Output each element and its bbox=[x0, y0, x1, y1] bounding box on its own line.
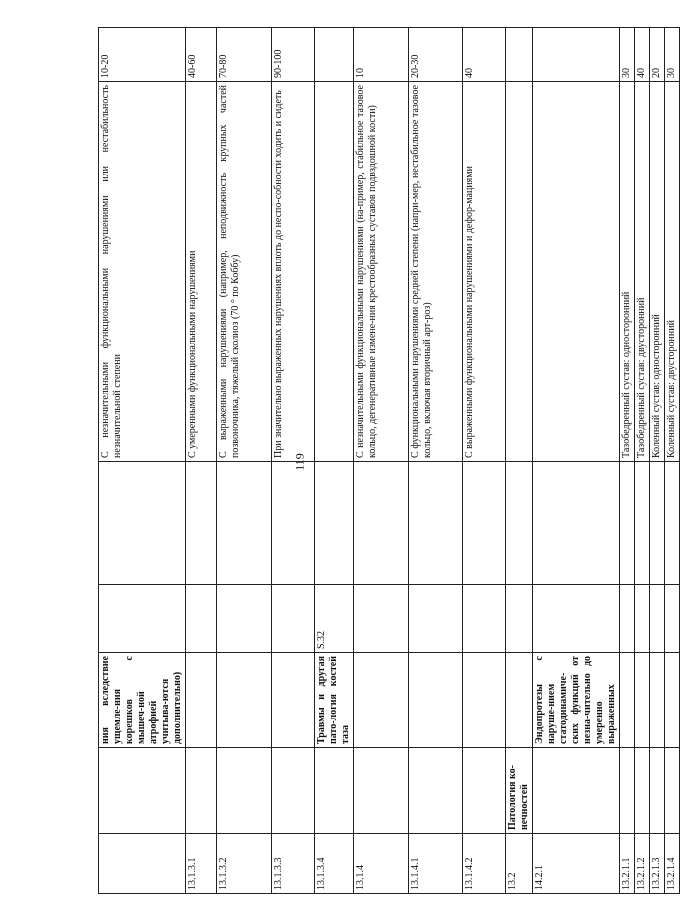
table-row bbox=[272, 28, 315, 894]
cell-section bbox=[186, 748, 217, 834]
cell-description: Тазобедренный сустав: двусторонний bbox=[635, 82, 650, 462]
cell-blank bbox=[635, 462, 650, 585]
cell-code: 13.2.1.3 bbox=[650, 834, 665, 894]
table-row bbox=[506, 28, 533, 894]
cell-blank bbox=[620, 462, 635, 585]
cell-blank bbox=[217, 462, 272, 585]
cell-subsection bbox=[665, 653, 680, 748]
cell-percent bbox=[506, 28, 533, 82]
cell-percent: 40 bbox=[635, 28, 650, 82]
cell-percent: 30 bbox=[620, 28, 635, 82]
cell-ref bbox=[463, 585, 506, 653]
table-row bbox=[650, 28, 665, 894]
cell-blank bbox=[315, 462, 354, 585]
cell-percent: 40-60 bbox=[186, 28, 217, 82]
cell-section bbox=[533, 748, 620, 834]
cell-code: 14.2.1 bbox=[533, 834, 620, 894]
cell-description: С функциональными нарушениями средней степени (напри-мер, нестабильное тазовое кольцо, включая вторичный арт-роз) bbox=[409, 82, 463, 462]
cell-percent: 20-30 bbox=[409, 28, 463, 82]
cell-description: При значительно выраженных нарушениях вплоть до неспо-собности ходить и сидеть bbox=[272, 82, 315, 462]
cell-ref bbox=[665, 585, 680, 653]
cell-percent: 10 bbox=[354, 28, 409, 82]
cell-subsection bbox=[506, 653, 533, 748]
table-row bbox=[620, 28, 635, 894]
cell-percent bbox=[533, 28, 620, 82]
table-row bbox=[186, 28, 217, 894]
cell-section bbox=[409, 748, 463, 834]
cell-code: 13.1.4 bbox=[354, 834, 409, 894]
table-row bbox=[217, 28, 272, 894]
table-row bbox=[533, 28, 620, 894]
disability-criteria-table bbox=[98, 27, 680, 894]
cell-code: 13.1.3.2 bbox=[217, 834, 272, 894]
cell-description: С выраженными функциональными нарушениями и дефор-мациями bbox=[463, 82, 506, 462]
cell-blank bbox=[533, 462, 620, 585]
table-row bbox=[354, 28, 409, 894]
cell-subsection: Эндопротезы с наруше-нием статодинамиче-ских функций от незна-чительно до умеренно выраженных bbox=[533, 653, 620, 748]
cell-ref bbox=[99, 585, 186, 653]
cell-description: Тазобедренный сустав: односторонний bbox=[620, 82, 635, 462]
cell-blank bbox=[272, 462, 315, 585]
cell-subsection bbox=[409, 653, 463, 748]
page-number: 119 bbox=[292, 453, 307, 471]
cell-blank bbox=[506, 462, 533, 585]
cell-section bbox=[99, 748, 186, 834]
cell-section bbox=[463, 748, 506, 834]
cell-description: Коленный сустав: двусторонний bbox=[665, 82, 680, 462]
cell-subsection bbox=[635, 653, 650, 748]
cell-blank bbox=[665, 462, 680, 585]
cell-section bbox=[217, 748, 272, 834]
cell-section bbox=[272, 748, 315, 834]
rotated-table-wrapper bbox=[98, 28, 677, 894]
cell-subsection: ния вследствие ущемле-ния корешков с мышеч-ной атрофией учитыва-ются дополнительно) bbox=[99, 653, 186, 748]
cell-ref bbox=[186, 585, 217, 653]
cell-ref bbox=[272, 585, 315, 653]
cell-description bbox=[533, 82, 620, 462]
cell-section bbox=[650, 748, 665, 834]
cell-ref bbox=[409, 585, 463, 653]
cell-section: Патология ко-нечностей bbox=[506, 748, 533, 834]
cell-percent bbox=[315, 28, 354, 82]
table-row bbox=[409, 28, 463, 894]
cell-ref bbox=[354, 585, 409, 653]
cell-subsection bbox=[186, 653, 217, 748]
cell-description: С выраженными нарушениями (например, неподвижность крупных частей позвоночника, тяжелый сколиоз (70 ° по Коббу) bbox=[217, 82, 272, 462]
cell-description bbox=[315, 82, 354, 462]
cell-percent: 20 bbox=[650, 28, 665, 82]
cell-percent: 70-80 bbox=[217, 28, 272, 82]
cell-section bbox=[354, 748, 409, 834]
cell-description: Коленный сустав: односторонний bbox=[650, 82, 665, 462]
cell-subsection bbox=[217, 653, 272, 748]
cell-code: 13.2 bbox=[506, 834, 533, 894]
cell-code: 13.2.1.2 bbox=[635, 834, 650, 894]
cell-code: 13.1.4.2 bbox=[463, 834, 506, 894]
cell-blank bbox=[99, 462, 186, 585]
cell-section bbox=[665, 748, 680, 834]
cell-blank bbox=[354, 462, 409, 585]
cell-code: 13.1.3.1 bbox=[186, 834, 217, 894]
table-row bbox=[315, 28, 354, 894]
cell-subsection bbox=[463, 653, 506, 748]
cell-code: 13.2.1.1 bbox=[620, 834, 635, 894]
cell-description: С незначительными функциональными нарушениями или нестабильность незначительной степени bbox=[99, 82, 186, 462]
cell-section bbox=[315, 748, 354, 834]
table-row bbox=[99, 28, 186, 894]
cell-code: 13.1.3.3 bbox=[272, 834, 315, 894]
cell-ref bbox=[217, 585, 272, 653]
cell-percent: 30 bbox=[665, 28, 680, 82]
cell-ref bbox=[533, 585, 620, 653]
cell-ref bbox=[620, 585, 635, 653]
cell-section bbox=[620, 748, 635, 834]
cell-percent: 90-100 bbox=[272, 28, 315, 82]
cell-percent: 10-20 bbox=[99, 28, 186, 82]
cell-ref: S.32 bbox=[315, 585, 354, 653]
cell-subsection bbox=[620, 653, 635, 748]
cell-code: 13.2.1.4 bbox=[665, 834, 680, 894]
table-row bbox=[635, 28, 650, 894]
cell-subsection bbox=[650, 653, 665, 748]
cell-description bbox=[506, 82, 533, 462]
cell-code bbox=[99, 834, 186, 894]
table-row bbox=[665, 28, 680, 894]
cell-subsection bbox=[354, 653, 409, 748]
cell-description: С умеренными функциональными нарушениями bbox=[186, 82, 217, 462]
cell-blank bbox=[650, 462, 665, 585]
cell-blank bbox=[186, 462, 217, 585]
cell-section bbox=[635, 748, 650, 834]
table-row bbox=[463, 28, 506, 894]
cell-ref bbox=[506, 585, 533, 653]
cell-description: С незначительными функциональными нарушениями (на-пример, стабильное тазовое кольцо, дегенеративные измене-ния крестообразных суставов подвздошной кости) bbox=[354, 82, 409, 462]
cell-blank bbox=[409, 462, 463, 585]
cell-subsection bbox=[272, 653, 315, 748]
cell-percent: 40 bbox=[463, 28, 506, 82]
cell-code: 13.1.3.4 bbox=[315, 834, 354, 894]
cell-blank bbox=[463, 462, 506, 585]
cell-subsection: Травмы и другая пато-логия костей таза bbox=[315, 653, 354, 748]
cell-ref bbox=[635, 585, 650, 653]
cell-code: 13.1.4.1 bbox=[409, 834, 463, 894]
cell-ref bbox=[650, 585, 665, 653]
